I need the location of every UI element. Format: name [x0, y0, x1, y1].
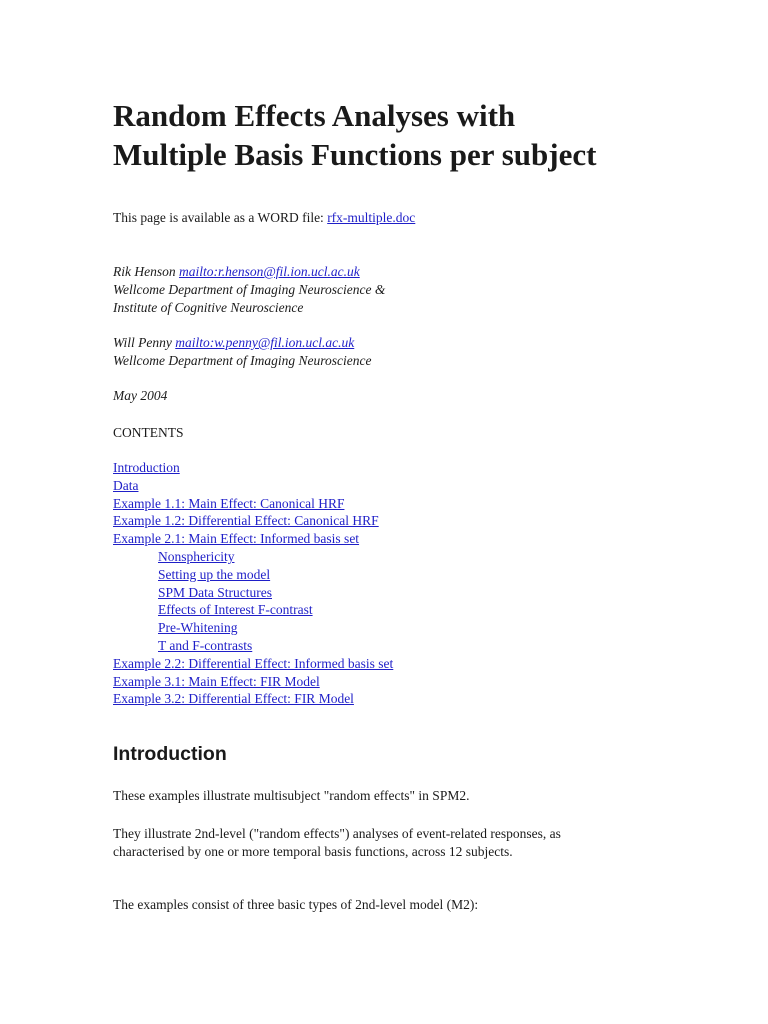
toc-sublink[interactable]: Setting up the model [158, 566, 271, 582]
author-name: Will Penny [113, 335, 172, 350]
toc-link[interactable]: Example 1.1: Main Effect: Canonical HRF [113, 495, 345, 511]
toc-sublink[interactable]: Nonsphericity [158, 548, 235, 564]
availability-text: This page is available as a WORD file: [113, 210, 328, 225]
toc-link[interactable]: Introduction [113, 460, 180, 475]
author-affiliation: Wellcome Department of Imaging Neuroscience [113, 353, 372, 368]
author-email-link[interactable]: mailto:r.henson@fil.ion.ucl.ac.uk [178, 264, 360, 279]
table-of-contents [113, 459, 393, 708]
author-affiliation: Wellcome Department of Imaging Neuroscience & [113, 282, 386, 297]
intro-paragraph: The examples consist of three basic types of 2nd-level model (M2): [113, 897, 479, 912]
toc-link[interactable]: Example 2.1: Main Effect: Informed basis set [113, 531, 360, 547]
introduction-heading: Introduction [113, 743, 227, 765]
toc-link[interactable]: Example 3.2: Differential Effect: FIR Model [113, 691, 354, 707]
toc-link[interactable]: Data [113, 477, 139, 493]
contents-heading: CONTENTS [113, 425, 184, 440]
word-file-link[interactable]: rfx-multiple.doc [327, 210, 416, 225]
toc-sublink[interactable]: T and F-contrasts [158, 637, 253, 653]
page-title [113, 96, 596, 174]
page-title-line-1: Random Effects Analyses with [113, 98, 516, 133]
author-affiliation: Institute of Cognitive Neuroscience [113, 300, 304, 315]
page-title-line-2: Multiple Basis Functions per subject [113, 137, 597, 172]
intro-paragraph: These examples illustrate multisubject "random effects" in SPM2. [113, 788, 470, 803]
toc-link[interactable]: Example 1.2: Differential Effect: Canonical HRF [113, 513, 379, 529]
author-rik-henson [113, 263, 360, 281]
intro-paragraph-line: They illustrate 2nd-level ("random effects") analyses of event-related responses, as [113, 826, 561, 841]
toc-link[interactable]: Example 2.2: Differential Effect: Informed basis set [113, 655, 394, 671]
availability-line [113, 209, 415, 227]
intro-paragraph [113, 825, 733, 861]
toc-sublink[interactable]: Pre-Whitening [158, 620, 238, 636]
author-will-penny [113, 334, 354, 352]
toc-link[interactable]: Example 3.1: Main Effect: FIR Model [113, 673, 320, 689]
author-name: Rik Henson [113, 264, 176, 279]
intro-paragraph-line: characterised by one or more temporal basis functions, across 12 subjects. [113, 844, 513, 859]
author-email-link[interactable]: mailto:w.penny@fil.ion.ucl.ac.uk [175, 335, 355, 350]
document-date: May 2004 [113, 388, 168, 403]
toc-sublink[interactable]: SPM Data Structures [158, 584, 272, 600]
toc-sublink[interactable]: Effects of Interest F-contrast [158, 602, 313, 618]
